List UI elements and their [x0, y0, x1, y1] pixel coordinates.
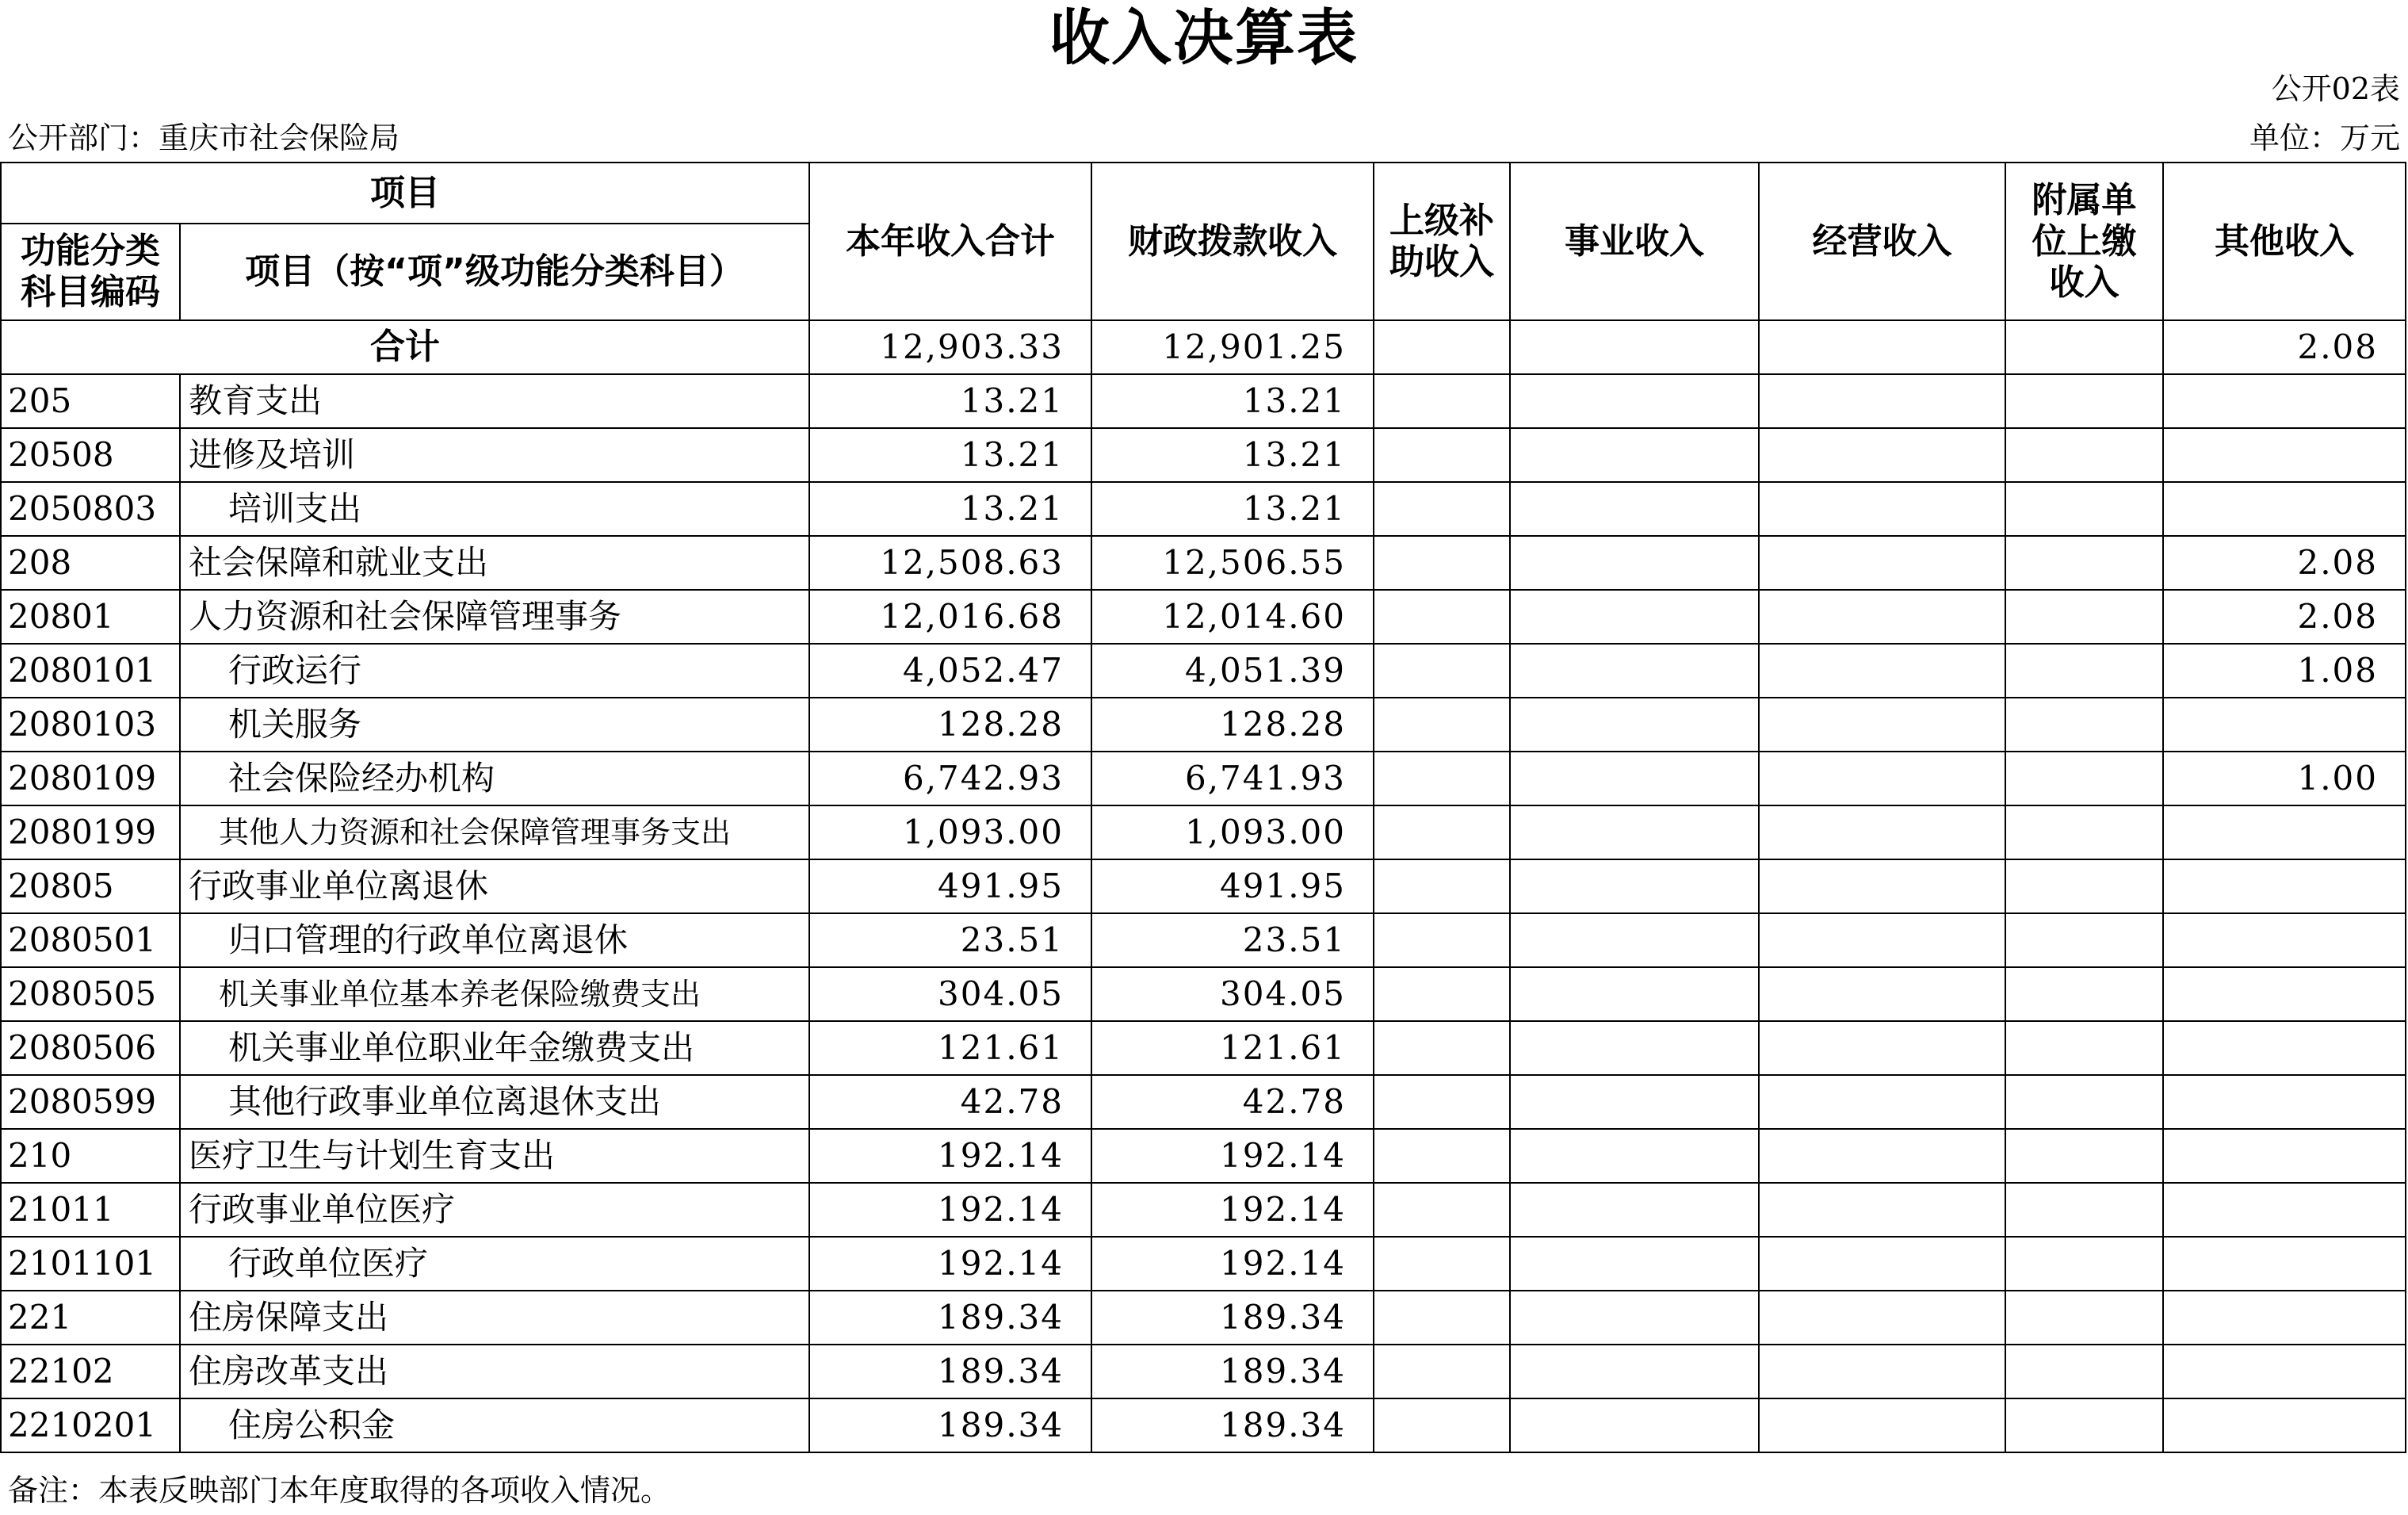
row-total: 23.51 [809, 913, 1091, 967]
row-name: 机关服务 [180, 698, 809, 752]
row-subsidiary [2005, 913, 2163, 967]
header-business: 事业收入 [1510, 163, 1759, 320]
row-other [2163, 913, 2406, 967]
row-superior [1374, 428, 1510, 482]
row-operating [1759, 1183, 2005, 1237]
row-name: 其他行政事业单位离退休支出 [180, 1075, 809, 1129]
row-code: 205 [1, 374, 180, 428]
row-total: 189.34 [809, 1291, 1091, 1345]
row-fiscal: 13.21 [1091, 374, 1374, 428]
row-operating [1759, 1345, 2005, 1398]
row-fiscal: 189.34 [1091, 1291, 1374, 1345]
row-code: 221 [1, 1291, 180, 1345]
row-name: 归口管理的行政单位离退休 [180, 913, 809, 967]
table-row [1, 1237, 2406, 1291]
table-row [1, 1021, 2406, 1075]
row-total: 42.78 [809, 1075, 1091, 1129]
row-other [2163, 428, 2406, 482]
row-subsidiary [2005, 752, 2163, 805]
row-total: 128.28 [809, 698, 1091, 752]
row-fiscal: 192.14 [1091, 1129, 1374, 1183]
row-code: 2210201 [1, 1398, 180, 1452]
row-other: 2.08 [2163, 536, 2406, 590]
row-code: 2101101 [1, 1237, 180, 1291]
row-other [2163, 1398, 2406, 1452]
row-superior [1374, 1129, 1510, 1183]
row-total: 13.21 [809, 482, 1091, 536]
row-superior [1374, 1183, 1510, 1237]
row-operating [1759, 644, 2005, 698]
row-code: 22102 [1, 1345, 180, 1398]
row-code: 20508 [1, 428, 180, 482]
row-superior [1374, 1237, 1510, 1291]
table-row [1, 536, 2406, 590]
row-code: 2080103 [1, 698, 180, 752]
row-operating [1759, 590, 2005, 644]
row-superior [1374, 536, 1510, 590]
row-operating [1759, 859, 2005, 913]
row-superior [1374, 374, 1510, 428]
row-code: 2080501 [1, 913, 180, 967]
row-fiscal: 23.51 [1091, 913, 1374, 967]
row-other [2163, 1291, 2406, 1345]
row-total: 4,052.47 [809, 644, 1091, 698]
row-operating [1759, 698, 2005, 752]
row-subsidiary [2005, 698, 2163, 752]
unit-label: 单位：万元 [2249, 121, 2400, 155]
header-operating: 经营收入 [1759, 163, 2005, 320]
table-row [1, 644, 2406, 698]
row-total: 121.61 [809, 1021, 1091, 1075]
row-operating [1759, 1398, 2005, 1452]
row-superior [1374, 1291, 1510, 1345]
row-superior [1374, 1345, 1510, 1398]
total-fiscal: 12,901.25 [1091, 320, 1374, 374]
table-row [1, 1129, 2406, 1183]
row-code: 2080506 [1, 1021, 180, 1075]
row-other [2163, 1237, 2406, 1291]
row-code: 2080199 [1, 805, 180, 859]
table-row [1, 913, 2406, 967]
page-title: 收入决算表 [1049, 2, 1359, 73]
row-name: 行政事业单位医疗 [180, 1183, 809, 1237]
row-fiscal: 192.14 [1091, 1183, 1374, 1237]
row-operating [1759, 967, 2005, 1021]
row-operating [1759, 1291, 2005, 1345]
table-row [1, 1345, 2406, 1398]
table-row [1, 1291, 2406, 1345]
row-business [1510, 428, 1759, 482]
row-subsidiary [2005, 1291, 2163, 1345]
total-operating [1759, 320, 2005, 374]
row-name: 人力资源和社会保障管理事务 [180, 590, 809, 644]
row-code: 208 [1, 536, 180, 590]
row-business [1510, 752, 1759, 805]
header-code: 功能分类科目编码 [1, 224, 180, 320]
table-row [1, 428, 2406, 482]
row-operating [1759, 482, 2005, 536]
row-superior [1374, 913, 1510, 967]
row-subsidiary [2005, 374, 2163, 428]
row-superior [1374, 590, 1510, 644]
row-total: 13.21 [809, 428, 1091, 482]
table-row [1, 1075, 2406, 1129]
row-business [1510, 482, 1759, 536]
row-business [1510, 698, 1759, 752]
row-subsidiary [2005, 482, 2163, 536]
row-name: 住房改革支出 [180, 1345, 809, 1398]
row-business [1510, 536, 1759, 590]
row-code: 21011 [1, 1183, 180, 1237]
total-superior [1374, 320, 1510, 374]
row-fiscal: 189.34 [1091, 1345, 1374, 1398]
row-name: 培训支出 [180, 482, 809, 536]
row-code: 20805 [1, 859, 180, 913]
row-fiscal: 1,093.00 [1091, 805, 1374, 859]
row-fiscal: 42.78 [1091, 1075, 1374, 1129]
row-superior [1374, 1075, 1510, 1129]
row-business [1510, 805, 1759, 859]
row-name: 机关事业单位职业年金缴费支出 [180, 1021, 809, 1075]
row-name: 住房公积金 [180, 1398, 809, 1452]
row-name: 教育支出 [180, 374, 809, 428]
row-subsidiary [2005, 1345, 2163, 1398]
row-business [1510, 859, 1759, 913]
row-other [2163, 1183, 2406, 1237]
row-name: 行政运行 [180, 644, 809, 698]
row-other: 2.08 [2163, 590, 2406, 644]
row-business [1510, 967, 1759, 1021]
row-business [1510, 1398, 1759, 1452]
row-name: 机关事业单位基本养老保险缴费支出 [180, 967, 809, 1021]
row-operating [1759, 913, 2005, 967]
row-other [2163, 1075, 2406, 1129]
income-table [0, 162, 2406, 1453]
row-total: 1,093.00 [809, 805, 1091, 859]
row-other: 1.08 [2163, 644, 2406, 698]
row-total: 189.34 [809, 1345, 1091, 1398]
row-subsidiary [2005, 1075, 2163, 1129]
row-fiscal: 491.95 [1091, 859, 1374, 913]
row-other [2163, 1021, 2406, 1075]
row-subsidiary [2005, 967, 2163, 1021]
row-operating [1759, 428, 2005, 482]
row-code: 2050803 [1, 482, 180, 536]
row-code: 2080505 [1, 967, 180, 1021]
row-business [1510, 1291, 1759, 1345]
row-subsidiary [2005, 1237, 2163, 1291]
row-superior [1374, 967, 1510, 1021]
row-superior [1374, 698, 1510, 752]
department-label: 公开部门：重庆市社会保险局 [8, 121, 400, 155]
row-superior [1374, 805, 1510, 859]
row-fiscal: 192.14 [1091, 1237, 1374, 1291]
row-subsidiary [2005, 1398, 2163, 1452]
table-row [1, 590, 2406, 644]
total-label: 合计 [1, 320, 809, 374]
row-fiscal: 304.05 [1091, 967, 1374, 1021]
row-code: 210 [1, 1129, 180, 1183]
row-business [1510, 644, 1759, 698]
footnote: 备注：本表反映部门本年度取得的各项收入情况。 [8, 1473, 671, 1508]
header-fiscal: 财政拨款收入 [1091, 163, 1374, 320]
table-row [1, 752, 2406, 805]
row-name: 医疗卫生与计划生育支出 [180, 1129, 809, 1183]
row-name: 进修及培训 [180, 428, 809, 482]
form-number: 公开02表 [2271, 71, 2400, 106]
table-row [1, 967, 2406, 1021]
header-superior: 上级补助收入 [1374, 163, 1510, 320]
table-row [1, 805, 2406, 859]
total-other: 2.08 [2163, 320, 2406, 374]
row-name: 行政单位医疗 [180, 1237, 809, 1291]
row-subsidiary [2005, 805, 2163, 859]
total-total: 12,903.33 [809, 320, 1091, 374]
row-subsidiary [2005, 1183, 2163, 1237]
row-business [1510, 913, 1759, 967]
row-other [2163, 859, 2406, 913]
table-row [1, 482, 2406, 536]
header-item: 项目 [1, 163, 809, 224]
row-name: 社会保障和就业支出 [180, 536, 809, 590]
row-business [1510, 590, 1759, 644]
row-fiscal: 13.21 [1091, 482, 1374, 536]
row-operating [1759, 1237, 2005, 1291]
row-code: 20801 [1, 590, 180, 644]
row-name: 行政事业单位离退休 [180, 859, 809, 913]
row-code: 2080101 [1, 644, 180, 698]
row-name: 住房保障支出 [180, 1291, 809, 1345]
row-total: 192.14 [809, 1129, 1091, 1183]
row-superior [1374, 859, 1510, 913]
row-other [2163, 698, 2406, 752]
row-total: 304.05 [809, 967, 1091, 1021]
row-total: 12,016.68 [809, 590, 1091, 644]
row-business [1510, 1129, 1759, 1183]
row-fiscal: 189.34 [1091, 1398, 1374, 1452]
row-total: 192.14 [809, 1237, 1091, 1291]
row-subsidiary [2005, 859, 2163, 913]
row-subsidiary [2005, 536, 2163, 590]
row-other [2163, 1345, 2406, 1398]
row-fiscal: 13.21 [1091, 428, 1374, 482]
row-other [2163, 805, 2406, 859]
row-fiscal: 121.61 [1091, 1021, 1374, 1075]
row-subsidiary [2005, 590, 2163, 644]
row-operating [1759, 374, 2005, 428]
total-row [1, 320, 2406, 374]
row-operating [1759, 805, 2005, 859]
row-other [2163, 1129, 2406, 1183]
row-superior [1374, 752, 1510, 805]
row-other: 1.00 [2163, 752, 2406, 805]
row-fiscal: 128.28 [1091, 698, 1374, 752]
row-business [1510, 1075, 1759, 1129]
row-total: 6,742.93 [809, 752, 1091, 805]
row-total: 12,508.63 [809, 536, 1091, 590]
row-other [2163, 374, 2406, 428]
row-superior [1374, 1021, 1510, 1075]
row-operating [1759, 752, 2005, 805]
row-other [2163, 967, 2406, 1021]
row-other [2163, 482, 2406, 536]
row-total: 192.14 [809, 1183, 1091, 1237]
row-fiscal: 12,506.55 [1091, 536, 1374, 590]
header-subsidiary: 附属单位上缴收入 [2005, 163, 2163, 320]
row-business [1510, 1021, 1759, 1075]
table-row [1, 698, 2406, 752]
row-operating [1759, 1021, 2005, 1075]
row-superior [1374, 482, 1510, 536]
header-name: 项目（按“项”级功能分类科目） [180, 224, 809, 320]
row-subsidiary [2005, 1129, 2163, 1183]
row-code: 2080599 [1, 1075, 180, 1129]
row-operating [1759, 1075, 2005, 1129]
row-total: 491.95 [809, 859, 1091, 913]
row-subsidiary [2005, 1021, 2163, 1075]
row-business [1510, 1345, 1759, 1398]
row-business [1510, 1183, 1759, 1237]
row-name: 社会保险经办机构 [180, 752, 809, 805]
row-fiscal: 6,741.93 [1091, 752, 1374, 805]
table-row [1, 374, 2406, 428]
row-fiscal: 4,051.39 [1091, 644, 1374, 698]
total-subsidiary [2005, 320, 2163, 374]
header-other: 其他收入 [2163, 163, 2406, 320]
row-business [1510, 374, 1759, 428]
row-name: 其他人力资源和社会保障管理事务支出 [180, 805, 809, 859]
row-total: 13.21 [809, 374, 1091, 428]
table-row [1, 1183, 2406, 1237]
row-operating [1759, 536, 2005, 590]
row-fiscal: 12,014.60 [1091, 590, 1374, 644]
header-total: 本年收入合计 [809, 163, 1091, 320]
row-code: 2080109 [1, 752, 180, 805]
row-subsidiary [2005, 644, 2163, 698]
table-row [1, 859, 2406, 913]
total-business [1510, 320, 1759, 374]
row-operating [1759, 1129, 2005, 1183]
row-subsidiary [2005, 428, 2163, 482]
row-superior [1374, 644, 1510, 698]
table-row [1, 1398, 2406, 1452]
row-superior [1374, 1398, 1510, 1452]
row-total: 189.34 [809, 1398, 1091, 1452]
row-business [1510, 1237, 1759, 1291]
